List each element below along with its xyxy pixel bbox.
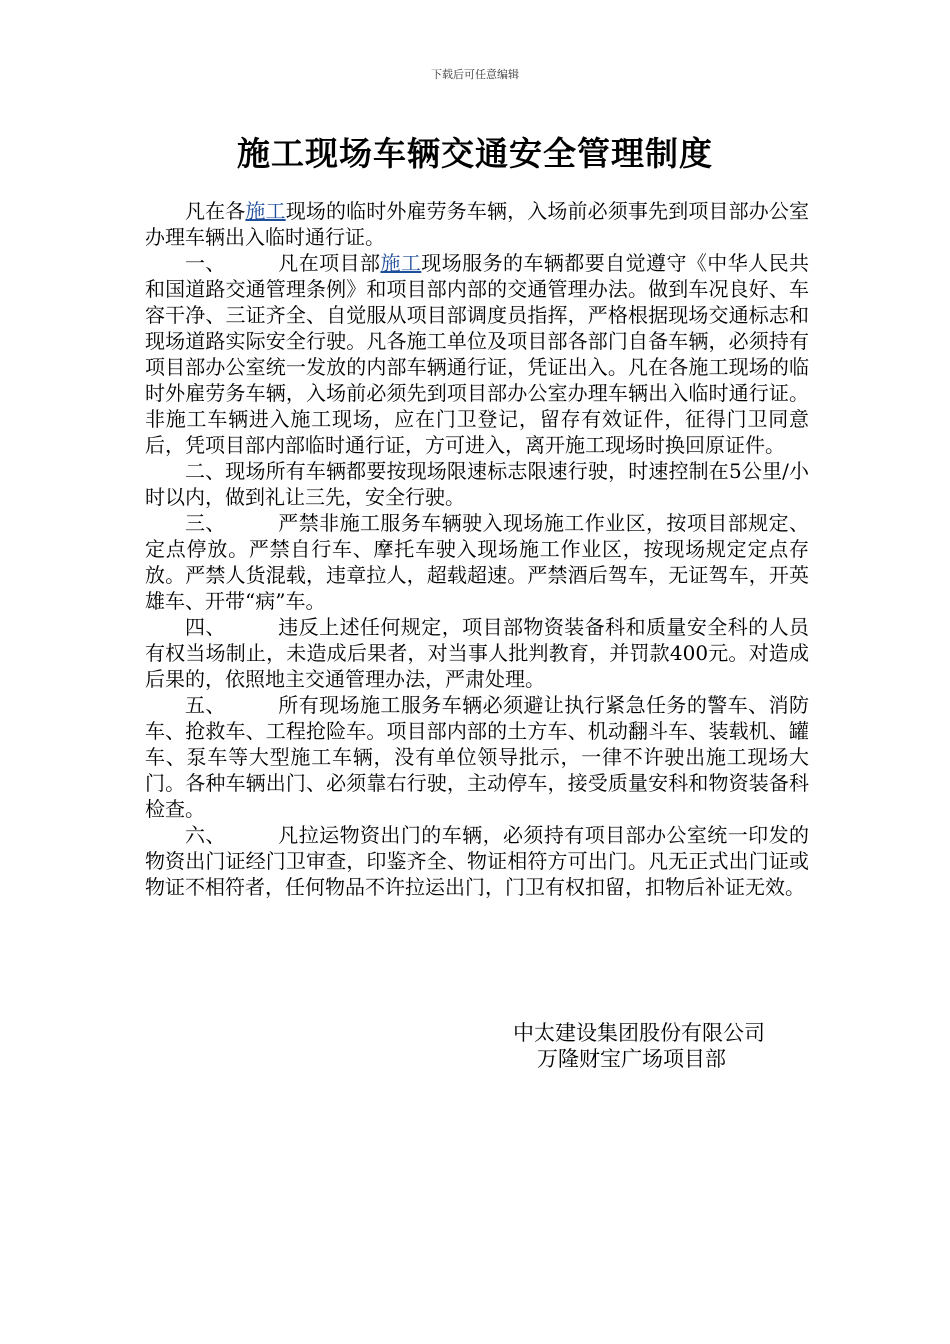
rule-5-paragraph <box>145 692 809 822</box>
rule-number: 一、 <box>185 251 226 275</box>
header-note: 下载后可任意编辑 <box>431 68 519 81</box>
text-run: 现场的临时外雇劳务车辆，入场前必须事先到项目部办公室办理车辆出入临时通行证。 <box>145 199 810 249</box>
text-run: 所有现场施工服务车辆必须避让执行紧急任务的警车、消防车、抢救车、工程抢险车。项目部内部的土方车、机动翻斗车、装载机、罐车、泵车等大型施工车辆，没有单位领导批示，一律不许驶出施工现场大门。各种车辆出门、必须靠右行驶，主动停车，接受质量安科和物资装备科检查。 <box>145 693 810 821</box>
intro-paragraph <box>145 198 809 250</box>
construction-link[interactable]: 施工 <box>245 199 286 223</box>
signature-department: 万隆财宝广场项目部 <box>537 1047 726 1071</box>
text-run: 凡在各 <box>185 199 246 223</box>
rule-number: 三、 <box>185 511 226 535</box>
signature-block <box>513 1020 765 1072</box>
text-run: 二、现场所有车辆都要按现场限速标志限速行驶，时速控制在5公里/小时以内，做到礼让三先，安全行驶。 <box>145 459 809 509</box>
rule-4-paragraph <box>145 614 809 692</box>
rule-1-paragraph <box>145 250 809 458</box>
text-run: 凡在项目部 <box>277 251 381 275</box>
construction-link[interactable]: 施工 <box>380 251 422 275</box>
signature-company: 中太建设集团股份有限公司 <box>513 1021 765 1045</box>
text-run: 违反上述任何规定，项目部物资装备科和质量安全科的人员有权当场制止，未造成后果者，对当事人批判教育，并罚款400元。对造成后果的，依照地主交通管理办法，严肃处理。 <box>145 615 810 691</box>
document-body <box>145 198 809 900</box>
rule-3-paragraph <box>145 510 809 614</box>
rule-6-paragraph <box>145 822 809 900</box>
text-run: 严禁非施工服务车辆驶入现场施工作业区，按项目部规定、定点停放。严禁自行车、摩托车驶入现场施工作业区，按现场规定定点存放。严禁人货混载，违章拉人，超载超速。严禁酒后驾车，无证驾车，开英雄车、开带“病”车。 <box>145 511 810 613</box>
text-run: 凡拉运物资出门的车辆，必须持有项目部办公室统一印发的物资出门证经门卫审查，印鉴齐全、物证相符方可出门。凡无正式出门证或物证不相符者，任何物品不许拉运出门，门卫有权扣留，扣物后补证无效。 <box>145 823 810 899</box>
rule-2-paragraph <box>145 458 809 510</box>
rule-number: 四、 <box>185 615 226 639</box>
rule-number: 五、 <box>185 693 226 717</box>
text-run: 现场服务的车辆都要自觉遵守《中华人民共和国道路交通管理条例》和项目部内部的交通管理办法。做到车况良好、车容干净、三证齐全、自觉服从项目部调度员指挥，严格根据现场交通标志和现场道路实际安全行驶。凡各施工单位及项目部各部门自备车辆，必须持有项目部办公室统一发放的内部车辆通行证，凭证出入。凡在各施工现场的临时外雇劳务车辆，入场前必须先到项目部办公室办理车辆出入临时通行证。非施工车辆进入施工现场，应在门卫登记，留存有效证件，征得门卫同意后，凭项目部内部临时通行证，方可进入，离开施工现场时换回原证件。 <box>145 251 810 457</box>
rule-number: 六、 <box>185 823 226 847</box>
document-title: 施工现场车辆交通安全管理制度 <box>237 134 713 173</box>
